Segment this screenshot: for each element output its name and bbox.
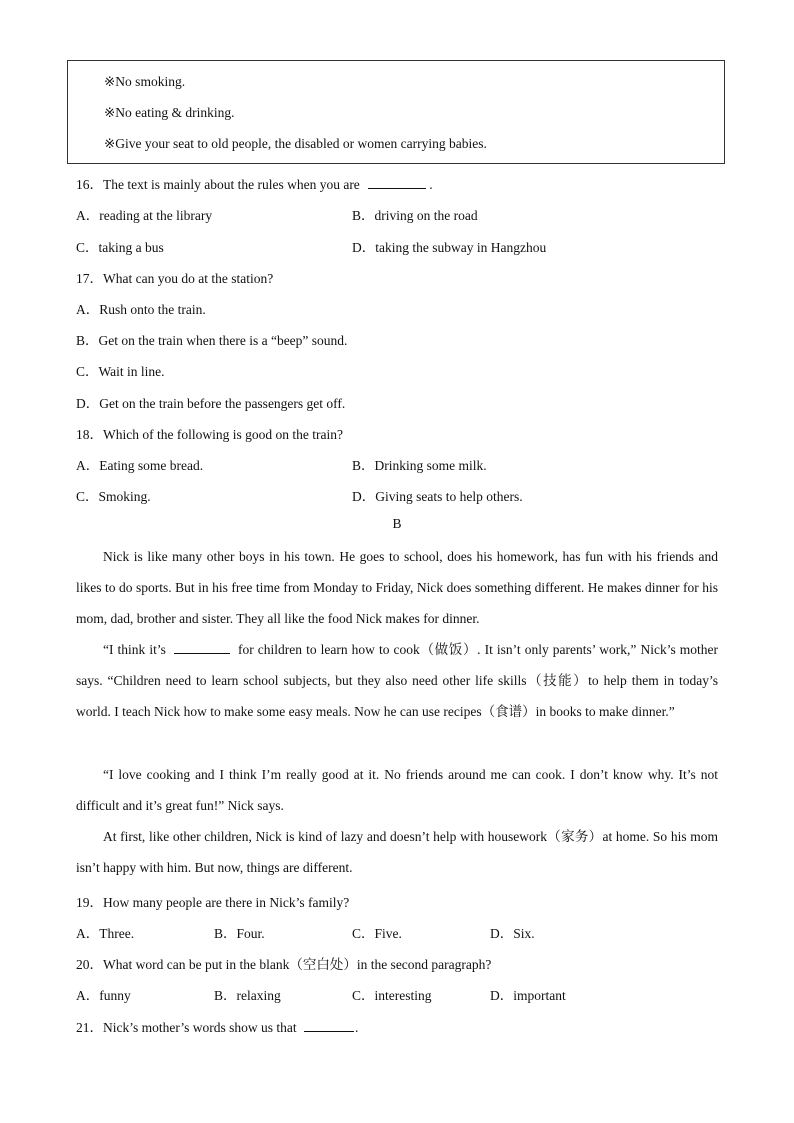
passage-paragraph-1: Nick is like many other boys in his town. He goes to school, does his homework, has fun with his friends and likes to do sports. But in his free time from Monday to Friday, Nick does something different. He makes dinner for his mom, dad, brother and sister. They all like the food Nick makes for dinner. xyxy=(76,549,718,627)
rule-no-eating: ※No eating & drinking. xyxy=(104,105,235,120)
q16-option-a[interactable]: A．reading at the library xyxy=(76,208,213,223)
q19-option-a[interactable]: A．Three. xyxy=(76,926,135,941)
section-b-title: B xyxy=(392,516,402,531)
question-21-end: . xyxy=(355,1020,359,1035)
q17-option-d[interactable]: D．Get on the train before the passengers get off. xyxy=(76,396,346,411)
q16-option-c[interactable]: C．taking a bus xyxy=(76,240,164,255)
question-16-end: . xyxy=(429,177,433,192)
question-21-stem xyxy=(76,1016,358,1036)
q20-option-c[interactable]: C．interesting xyxy=(352,988,432,1003)
rule-give-seat: ※Give your seat to old people, the disabled or women carrying babies. xyxy=(104,136,487,151)
answer-blank-21[interactable] xyxy=(304,1030,354,1032)
rule-no-smoking: ※No smoking. xyxy=(104,74,186,89)
question-16-text: 16．The text is mainly about the rules when you are xyxy=(76,177,360,192)
question-17-stem: 17．What can you do at the station? xyxy=(76,271,274,286)
passage-paragraph-2 xyxy=(76,634,718,728)
rules-box xyxy=(67,60,725,164)
q16-option-b[interactable]: B．driving on the road xyxy=(352,208,478,223)
q17-option-b[interactable]: B．Get on the train when there is a “beep” sound. xyxy=(76,333,348,348)
passage-blank xyxy=(174,652,230,654)
q18-option-d[interactable]: D．Giving seats to help others. xyxy=(352,489,523,504)
q18-option-b[interactable]: B．Drinking some milk. xyxy=(352,458,487,473)
question-20-stem: 20．What word can be put in the blank（空白处）in the second paragraph? xyxy=(76,957,492,972)
q17-option-a[interactable]: A．Rush onto the train. xyxy=(76,302,206,317)
question-21-text: 21．Nick’s mother’s words show us that xyxy=(76,1020,297,1035)
passage-paragraph-4: At first, like other children, Nick is kind of lazy and doesn’t help with housework（家务）at home. So his mom isn’t happy with him. But now, things are different. xyxy=(76,829,718,876)
q19-option-d[interactable]: D．Six. xyxy=(490,926,535,941)
passage-paragraph-3: “I love cooking and I think I’m really good at it. No friends around me can cook. I don’t know why. It’s not difficult and it’s great fun!” Nick says. xyxy=(76,767,718,814)
question-16-stem xyxy=(76,173,433,193)
paragraph-2-start: “I think it’s xyxy=(103,642,166,657)
q18-option-c[interactable]: C．Smoking. xyxy=(76,489,151,504)
q19-option-c[interactable]: C．Five. xyxy=(352,926,402,941)
answer-blank-16[interactable] xyxy=(368,187,426,189)
paragraph-2-end: for children to learn how to cook（做饭）. It isn’t only parents’ work,” Nick’s mother says. “Children need to learn school subjects, but they also need other life skills（技能）to help them in today’s world. I teach Nick how to make some easy meals. Now he can use recipes（食谱）in books to make dinner.” xyxy=(76,642,719,720)
question-19-stem: 19．How many people are there in Nick’s family? xyxy=(76,895,350,910)
q20-option-b[interactable]: B．relaxing xyxy=(214,988,281,1003)
q19-option-b[interactable]: B．Four. xyxy=(214,926,265,941)
q17-option-c[interactable]: C．Wait in line. xyxy=(76,364,165,379)
q16-option-d[interactable]: D．taking the subway in Hangzhou xyxy=(352,240,547,255)
q20-option-d[interactable]: D．important xyxy=(490,988,566,1003)
question-18-stem: 18．Which of the following is good on the train? xyxy=(76,427,343,442)
q20-option-a[interactable]: A．funny xyxy=(76,988,131,1003)
q18-option-a[interactable]: A．Eating some bread. xyxy=(76,458,204,473)
